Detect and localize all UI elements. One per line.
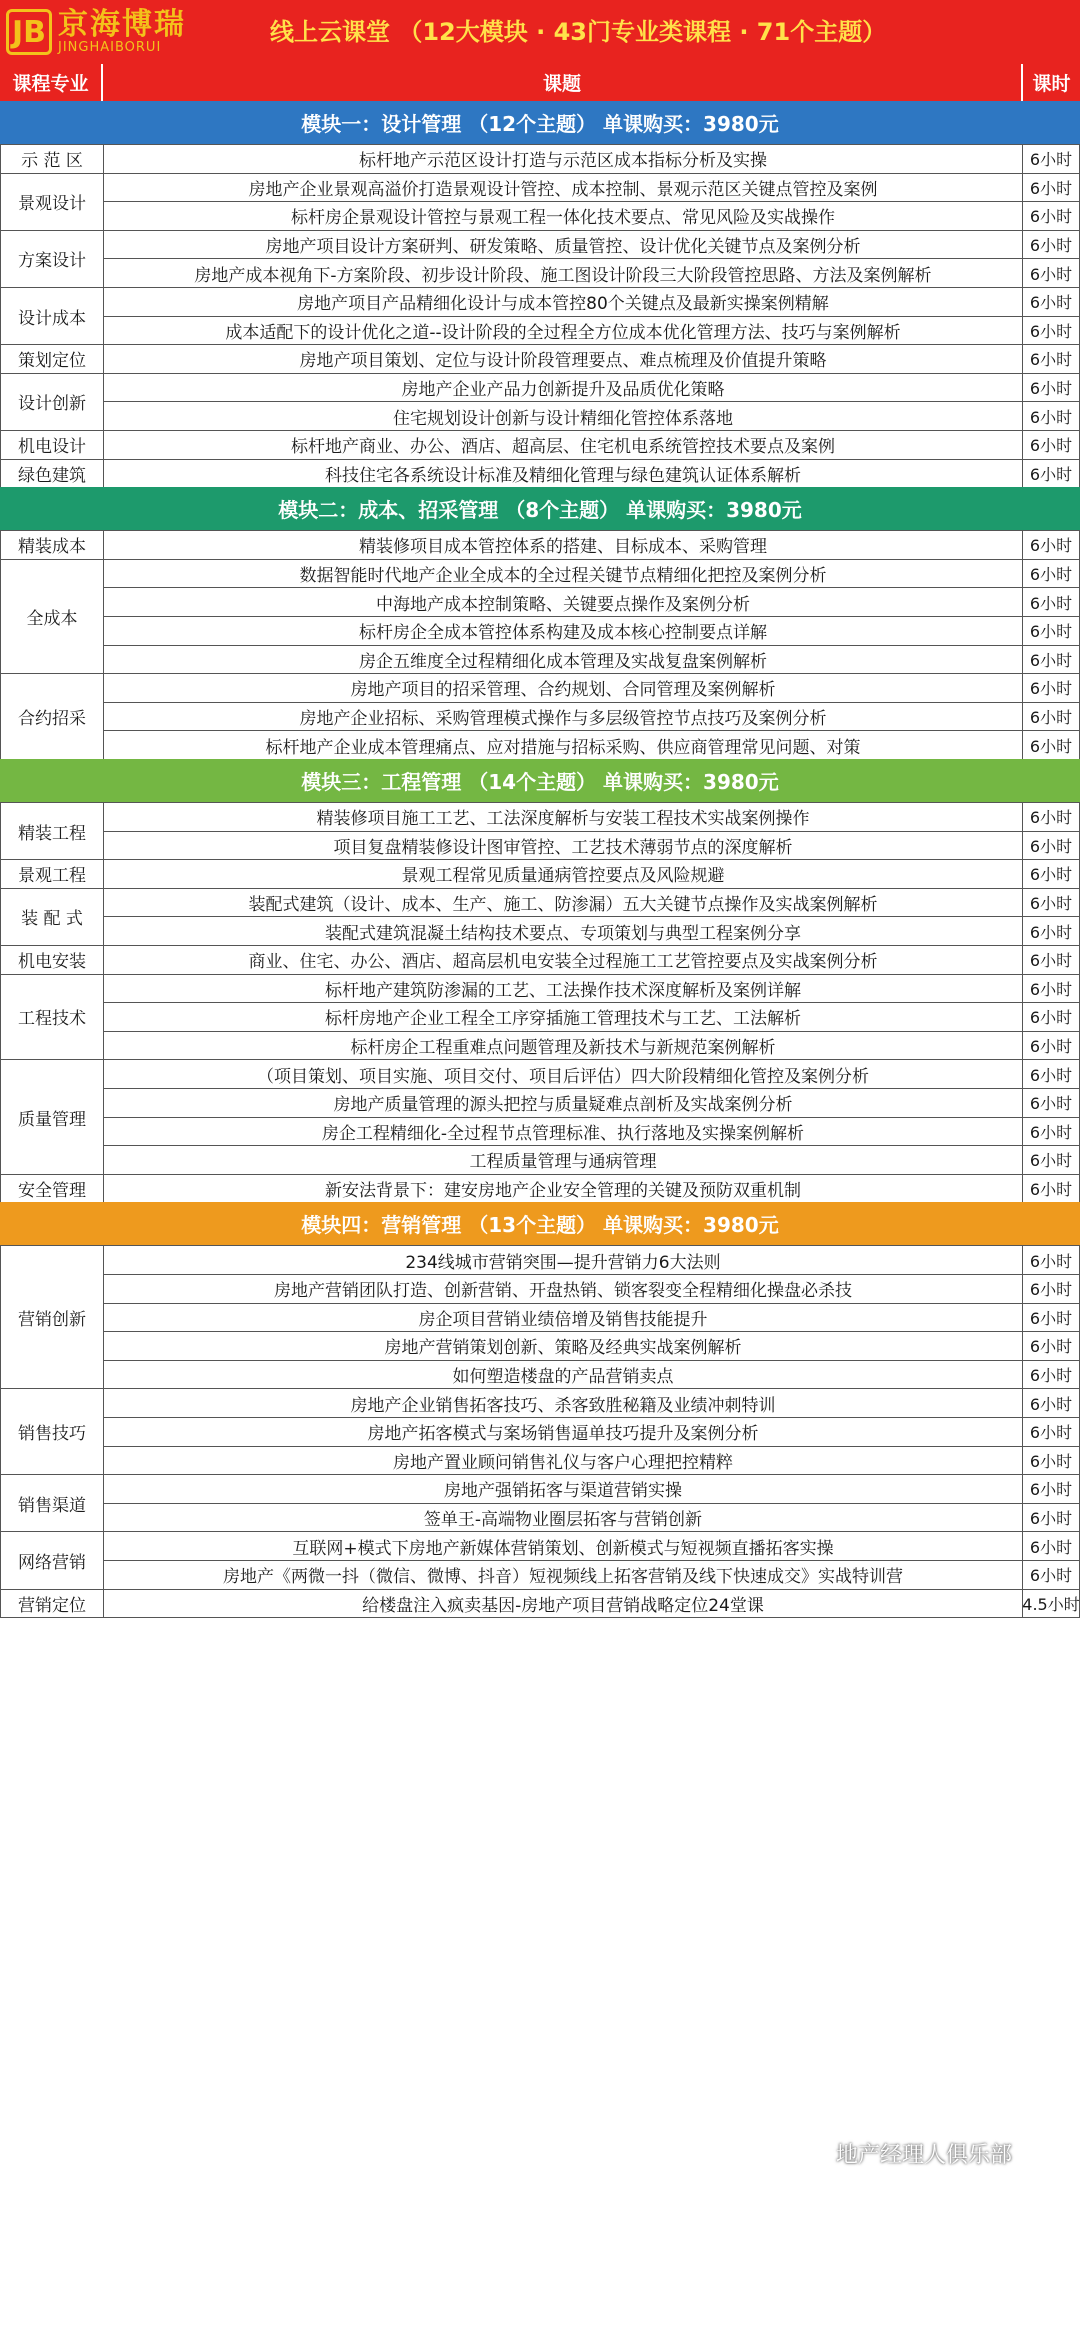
wechat-icon [800, 2142, 830, 2166]
topic-cell: 标杆房地产企业工程全工序穿插施工管理技术与工艺、工法解析 [103, 1002, 1023, 1032]
category-cell: 合约招采 [0, 673, 104, 760]
hours-cell: 6小时 [1022, 258, 1080, 288]
category-cell: 质量管理 [0, 1059, 104, 1174]
topic-cell: 成本适配下的设计优化之道--设计阶段的全过程全方位成本优化管理方法、技巧与案例解析 [103, 316, 1023, 346]
category-cell: 销售技巧 [0, 1388, 104, 1475]
topic-cell: 标杆地产企业成本管理痛点、应对措施与招标采购、供应商管理常见问题、对策 [103, 730, 1023, 760]
hours-cell: 6小时 [1022, 831, 1080, 861]
logo-text [58, 9, 186, 55]
hours-cell: 6小时 [1022, 1031, 1080, 1061]
hours-cell: 6小时 [1022, 1303, 1080, 1333]
topic-cell: 房地产《两微一抖（微信、微博、抖音）短视频线上拓客营销及线下快速成交》实战特训营 [103, 1560, 1023, 1590]
hours-cell: 6小时 [1022, 1331, 1080, 1361]
hours-cell: 6小时 [1022, 916, 1080, 946]
category-cell: 精装工程 [0, 802, 104, 860]
category-cell: 工程技术 [0, 974, 104, 1061]
column-header-hours: 课时 [1023, 64, 1080, 101]
topic-cell: 房地产项目设计方案研判、研发策略、质量管控、设计优化关键节点及案例分析 [103, 230, 1023, 260]
hours-cell: 6小时 [1022, 888, 1080, 918]
topic-cell: 房地产成本视角下-方案阶段、初步设计阶段、施工图设计阶段三大阶段管控思路、方法及案例解析 [103, 258, 1023, 288]
topic-cell: 房地产企业销售拓客技巧、杀客致胜秘籍及业绩冲刺特训 [103, 1388, 1023, 1418]
module-header: 模块二：成本、招采管理 （8个主题） 单课购买：3980元 [0, 487, 1080, 530]
watermark [800, 2138, 1012, 2169]
topic-cell: 房地产项目产品精细化设计与成本管控80个关键点及最新实操案例精解 [103, 287, 1023, 317]
category-cell: 设计成本 [0, 287, 104, 345]
topic-cell: 商业、住宅、办公、酒店、超高层机电安装全过程施工工艺管控要点及实战案例分析 [103, 945, 1023, 975]
hours-cell: 6小时 [1022, 559, 1080, 589]
topic-cell: 房地产企业产品力创新提升及品质优化策略 [103, 373, 1023, 403]
topic-cell: 房地产企业景观高溢价打造景观设计管控、成本控制、景观示范区关键点管控及案例 [103, 173, 1023, 203]
hours-cell: 6小时 [1022, 1145, 1080, 1175]
topic-cell: 房地产置业顾问销售礼仪与客户心理把控精粹 [103, 1446, 1023, 1476]
topic-cell: 房地产项目的招采管理、合约规划、合同管理及案例解析 [103, 673, 1023, 703]
hours-cell: 6小时 [1022, 1388, 1080, 1418]
hours-cell: 6小时 [1022, 287, 1080, 317]
hours-cell: 6小时 [1022, 1245, 1080, 1275]
category-cell: 设计创新 [0, 373, 104, 431]
hours-cell: 6小时 [1022, 1059, 1080, 1089]
hours-cell: 6小时 [1022, 201, 1080, 231]
hours-cell: 6小时 [1022, 144, 1080, 174]
hours-cell: 6小时 [1022, 730, 1080, 760]
topic-cell: 标杆房企工程重难点问题管理及新技术与新规范案例解析 [103, 1031, 1023, 1061]
category-cell: 景观工程 [0, 859, 104, 889]
hours-cell: 6小时 [1022, 1088, 1080, 1118]
brand-logo [6, 9, 186, 55]
topic-cell: 房地产质量管理的源头把控与质量疑难点剖析及实战案例分析 [103, 1088, 1023, 1118]
topic-cell: 装配式建筑混凝土结构技术要点、专项策划与典型工程案例分享 [103, 916, 1023, 946]
topic-cell: 标杆地产商业、办公、酒店、超高层、住宅机电系统管控技术要点及案例 [103, 430, 1023, 460]
hours-cell: 6小时 [1022, 1002, 1080, 1032]
hours-cell: 6小时 [1022, 1560, 1080, 1590]
category-cell: 策划定位 [0, 344, 104, 374]
hours-cell: 6小时 [1022, 373, 1080, 403]
topic-cell: （项目策划、项目实施、项目交付、项目后评估）四大阶段精细化管控及案例分析 [103, 1059, 1023, 1089]
hours-cell: 6小时 [1022, 1503, 1080, 1533]
topic-cell: 标杆房企景观设计管控与景观工程一体化技术要点、常见风险及实战操作 [103, 201, 1023, 231]
category-cell: 安全管理 [0, 1174, 104, 1204]
topic-cell: 房企五维度全过程精细化成本管理及实战复盘案例解析 [103, 645, 1023, 675]
header-banner [0, 0, 1080, 64]
hours-cell: 6小时 [1022, 430, 1080, 460]
topic-cell: 如何塑造楼盘的产品营销卖点 [103, 1360, 1023, 1390]
hours-cell: 6小时 [1022, 1360, 1080, 1390]
topic-cell: 房地产拓客模式与案场销售逼单技巧提升及案例分析 [103, 1417, 1023, 1447]
topic-cell: 房地产项目策划、定位与设计阶段管理要点、难点梳理及价值提升策略 [103, 344, 1023, 374]
topic-cell: 景观工程常见质量通病管控要点及风险规避 [103, 859, 1023, 889]
topic-cell: 房地产企业招标、采购管理模式操作与多层级管控节点技巧及案例分析 [103, 702, 1023, 732]
category-cell: 景观设计 [0, 173, 104, 231]
hours-cell: 6小时 [1022, 230, 1080, 260]
hours-cell: 6小时 [1022, 802, 1080, 832]
topic-cell: 科技住宅各系统设计标准及精细化管理与绿色建筑认证体系解析 [103, 459, 1023, 489]
topic-cell: 新安法背景下：建安房地产企业安全管理的关键及预防双重机制 [103, 1174, 1023, 1204]
topic-cell: 房地产营销团队打造、创新营销、开盘热销、锁客裂变全程精细化操盘必杀技 [103, 1274, 1023, 1304]
hours-cell: 6小时 [1022, 344, 1080, 374]
topic-cell: 标杆房企全成本管控体系构建及成本核心控制要点详解 [103, 616, 1023, 646]
topic-cell: 房地产强销拓客与渠道营销实操 [103, 1474, 1023, 1504]
hours-cell: 6小时 [1022, 1174, 1080, 1204]
topic-cell: 互联网+模式下房地产新媒体营销策划、创新模式与短视频直播拓客实操 [103, 1531, 1023, 1561]
topic-cell: 住宅规划设计创新与设计精细化管控体系落地 [103, 401, 1023, 431]
hours-cell: 6小时 [1022, 1417, 1080, 1447]
hours-cell: 6小时 [1022, 859, 1080, 889]
column-header-category: 课程专业 [0, 64, 103, 101]
logo-cn: 京海博瑞 [58, 7, 186, 42]
logo-en: JINGHAIBORUI [58, 40, 162, 55]
hours-cell: 6小时 [1022, 945, 1080, 975]
category-cell: 全成本 [0, 559, 104, 674]
category-cell: 机电设计 [0, 430, 104, 460]
hours-cell: 6小时 [1022, 673, 1080, 703]
hours-cell: 6小时 [1022, 1446, 1080, 1476]
topic-cell: 精装修项目施工工艺、工法深度解析与安装工程技术实战案例操作 [103, 802, 1023, 832]
category-cell: 绿色建筑 [0, 459, 104, 489]
topic-cell: 标杆地产示范区设计打造与示范区成本指标分析及实操 [103, 144, 1023, 174]
hours-cell: 6小时 [1022, 702, 1080, 732]
topic-cell: 234线城市营销突围—提升营销力6大法则 [103, 1245, 1023, 1275]
category-cell: 网络营销 [0, 1531, 104, 1589]
category-cell: 营销定位 [0, 1589, 104, 1619]
topic-cell: 签单王-高端物业圈层拓客与营销创新 [103, 1503, 1023, 1533]
module-header: 模块一：设计管理 （12个主题） 单课购买：3980元 [0, 101, 1080, 144]
module-header: 模块三：工程管理 （14个主题） 单课购买：3980元 [0, 759, 1080, 802]
topic-cell: 装配式建筑（设计、成本、生产、施工、防渗漏）五大关键节点操作及实战案例解析 [103, 888, 1023, 918]
category-cell: 销售渠道 [0, 1474, 104, 1532]
topic-cell: 标杆地产建筑防渗漏的工艺、工法操作技术深度解析及案例详解 [103, 974, 1023, 1004]
category-cell: 营销创新 [0, 1245, 104, 1389]
hours-cell: 4.5小时 [1022, 1589, 1080, 1619]
category-cell: 精装成本 [0, 530, 104, 560]
hours-cell: 6小时 [1022, 1474, 1080, 1504]
hours-cell: 6小时 [1022, 616, 1080, 646]
hours-cell: 6小时 [1022, 974, 1080, 1004]
category-cell: 示 范 区 [0, 144, 104, 174]
topic-cell: 房企工程精细化-全过程节点管理标准、执行落地及实操案例解析 [103, 1117, 1023, 1147]
hours-cell: 6小时 [1022, 645, 1080, 675]
hours-cell: 6小时 [1022, 1274, 1080, 1304]
category-cell: 方案设计 [0, 230, 104, 288]
topic-cell: 数据智能时代地产企业全成本的全过程关键节点精细化把控及案例分析 [103, 559, 1023, 589]
logo-mark-icon: JB [6, 9, 52, 55]
topic-cell: 给楼盘注入疯卖基因-房地产项目营销战略定位24堂课 [103, 1589, 1023, 1619]
category-cell: 机电安装 [0, 945, 104, 975]
topic-cell: 房地产营销策划创新、策略及经典实战案例解析 [103, 1331, 1023, 1361]
hours-cell: 6小时 [1022, 316, 1080, 346]
topic-cell: 中海地产成本控制策略、关键要点操作及案例分析 [103, 587, 1023, 617]
hours-cell: 6小时 [1022, 173, 1080, 203]
hours-cell: 6小时 [1022, 1117, 1080, 1147]
hours-cell: 6小时 [1022, 587, 1080, 617]
hours-cell: 6小时 [1022, 530, 1080, 560]
category-cell: 装 配 式 [0, 888, 104, 946]
hours-cell: 6小时 [1022, 1531, 1080, 1561]
column-header-topic: 课题 [103, 64, 1023, 101]
topic-cell: 项目复盘精装修设计图审管控、工艺技术薄弱节点的深度解析 [103, 831, 1023, 861]
hours-cell: 6小时 [1022, 459, 1080, 489]
hours-cell: 6小时 [1022, 401, 1080, 431]
watermark-text: 地产经理人俱乐部 [836, 2143, 1013, 2168]
topic-cell: 房企项目营销业绩倍增及销售技能提升 [103, 1303, 1023, 1333]
page-title: 线上云课堂 （12大模块 · 43门专业类课程 · 71个主题） [270, 18, 887, 46]
topic-cell: 工程质量管理与通病管理 [103, 1145, 1023, 1175]
module-header: 模块四：营销管理 （13个主题） 单课购买：3980元 [0, 1202, 1080, 1245]
topic-cell: 精装修项目成本管控体系的搭建、目标成本、采购管理 [103, 530, 1023, 560]
